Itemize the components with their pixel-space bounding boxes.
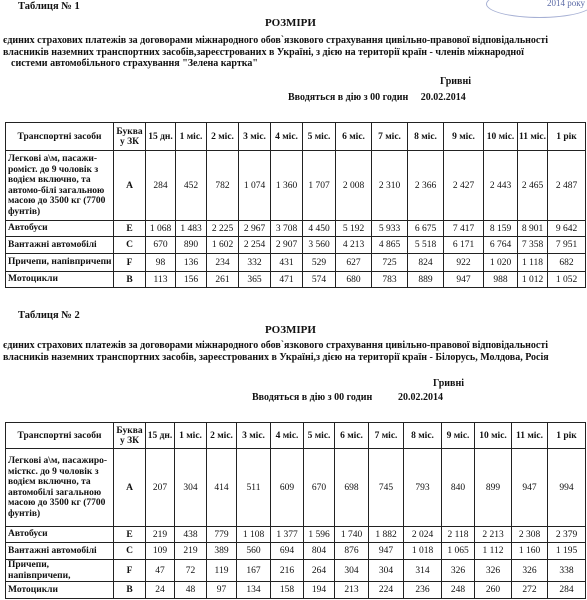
table1-row <box>6 151 586 221</box>
vehicle-type-cell: Вантажні автомобілі <box>6 237 114 254</box>
premium-value-cell: 2 118 <box>442 527 475 543</box>
table2-label: Таблиця № 2 <box>18 310 80 321</box>
table1-column-header: 5 міс. <box>303 123 336 151</box>
table1-description <box>3 35 585 70</box>
table2-column-header: 2 міс. <box>207 423 237 449</box>
premium-value-cell: 7 417 <box>444 221 484 237</box>
category-letter-cell: B <box>114 582 146 599</box>
table1-column-header: Транспортні засоби <box>6 123 114 151</box>
premium-value-cell: 452 <box>176 151 207 221</box>
premium-value-cell: 9 642 <box>548 221 586 237</box>
premium-value-cell: 48 <box>175 582 207 599</box>
premium-value-cell: 1 112 <box>475 543 512 560</box>
table2 <box>5 422 586 599</box>
premium-value-cell: 782 <box>207 151 239 221</box>
vehicle-type-cell: Причепи, напівпричепи <box>6 254 114 272</box>
table2-column-header: 10 міс. <box>475 423 512 449</box>
premium-value-cell: 2 907 <box>271 237 303 254</box>
category-letter-cell: C <box>114 543 146 560</box>
table1-row <box>6 254 586 272</box>
premium-value-cell: 947 <box>369 543 404 560</box>
premium-value-cell: 682 <box>548 254 586 272</box>
table2-heading: РОЗМІРИ <box>265 324 316 336</box>
category-letter-cell: A <box>114 151 146 221</box>
premium-value-cell: 3 560 <box>303 237 336 254</box>
premium-value-cell: 264 <box>304 560 335 582</box>
premium-value-cell: 1 068 <box>146 221 176 237</box>
premium-value-cell: 284 <box>548 582 586 599</box>
premium-value-cell: 745 <box>369 449 404 527</box>
premium-value-cell: 72 <box>175 560 207 582</box>
premium-value-cell: 1 020 <box>484 254 518 272</box>
premium-value-cell: 511 <box>237 449 271 527</box>
table1-column-header: 10 міс. <box>484 123 518 151</box>
premium-value-cell: 560 <box>237 543 271 560</box>
table1-column-header: 1 рік <box>548 123 586 151</box>
premium-value-cell: 899 <box>475 449 512 527</box>
premium-value-cell: 609 <box>271 449 304 527</box>
premium-value-cell: 304 <box>369 560 404 582</box>
premium-value-cell: 1 108 <box>237 527 271 543</box>
premium-value-cell: 236 <box>404 582 442 599</box>
premium-value-cell: 670 <box>146 237 176 254</box>
premium-value-cell: 219 <box>175 543 207 560</box>
table2-column-header: 1 рік <box>548 423 586 449</box>
table2-column-header: 8 міс. <box>404 423 442 449</box>
table2-column-header: Транспортні засоби <box>6 423 114 449</box>
premium-value-cell: 824 <box>408 254 444 272</box>
table1-column-header: 8 міс. <box>408 123 444 151</box>
premium-value-cell: 136 <box>176 254 207 272</box>
premium-value-cell: 922 <box>444 254 484 272</box>
table1-column-header: 11 міс. <box>518 123 548 151</box>
premium-value-cell: 2 213 <box>475 527 512 543</box>
table1-currency: Гривні <box>440 76 471 87</box>
premium-value-cell: 2 366 <box>408 151 444 221</box>
table1-description-line: єдиних страхових платежів за договорами міжнародного обов`язкового страхування цивільно-правової відповідальності <box>3 35 549 46</box>
premium-value-cell: 24 <box>146 582 175 599</box>
premium-value-cell: 4 450 <box>303 221 336 237</box>
premium-value-cell: 779 <box>207 527 237 543</box>
premium-value-cell: 7 951 <box>548 237 586 254</box>
table2-row <box>6 560 586 582</box>
table1 <box>5 122 586 288</box>
premium-value-cell: 2 379 <box>548 527 586 543</box>
table1-column-header: 15 дн. <box>146 123 176 151</box>
premium-value-cell: 529 <box>303 254 336 272</box>
premium-value-cell: 804 <box>304 543 335 560</box>
table1-description-line: власників наземних транспортних засобів,зареєстрованих в Україні, з дією на території країн - членів міжнародної <box>3 46 524 58</box>
premium-value-cell: 889 <box>408 272 444 288</box>
premium-value-cell: 326 <box>512 560 548 582</box>
premium-value-cell: 1 195 <box>548 543 586 560</box>
premium-value-cell: 1 377 <box>271 527 304 543</box>
table1-column-header: 6 міс. <box>336 123 372 151</box>
table1-column-header: 9 міс. <box>444 123 484 151</box>
category-letter-cell: C <box>114 237 146 254</box>
table1-column-header: 2 міс. <box>207 123 239 151</box>
premium-value-cell: 6 675 <box>408 221 444 237</box>
premium-value-cell: 134 <box>237 582 271 599</box>
premium-value-cell: 167 <box>237 560 271 582</box>
premium-value-cell: 119 <box>207 560 237 582</box>
table1-row <box>6 272 586 288</box>
table2-header-row <box>6 423 586 449</box>
premium-value-cell: 5 518 <box>408 237 444 254</box>
category-letter-cell: A <box>114 449 146 527</box>
premium-value-cell: 1 118 <box>518 254 548 272</box>
premium-value-cell: 1 360 <box>271 151 303 221</box>
stamp-year-text: 2014 року <box>547 0 585 8</box>
premium-value-cell: 338 <box>548 560 586 582</box>
premium-value-cell: 365 <box>239 272 271 288</box>
premium-value-cell: 47 <box>146 560 175 582</box>
table1-column-header: Буква у ЗК <box>114 123 146 151</box>
table1-column-header: 1 міс. <box>176 123 207 151</box>
table2-column-header: 6 міс. <box>335 423 369 449</box>
premium-value-cell: 98 <box>146 254 176 272</box>
premium-value-cell: 947 <box>444 272 484 288</box>
table2-description-line: власників наземних транспортних засобів, зареєстрованих в Україні,з дією на території країн - Білорусь, Молдова, Росія <box>3 351 549 363</box>
premium-value-cell: 216 <box>271 560 304 582</box>
premium-value-cell: 207 <box>146 449 175 527</box>
premium-value-cell: 194 <box>304 582 335 599</box>
premium-value-cell: 2 443 <box>484 151 518 221</box>
premium-value-cell: 1 740 <box>335 527 369 543</box>
premium-value-cell: 947 <box>512 449 548 527</box>
premium-value-cell: 670 <box>304 449 335 527</box>
premium-value-cell: 725 <box>372 254 408 272</box>
premium-value-cell: 2 967 <box>239 221 271 237</box>
premium-value-cell: 234 <box>207 254 239 272</box>
table1-row <box>6 237 586 254</box>
premium-value-cell: 1 018 <box>404 543 442 560</box>
premium-value-cell: 994 <box>548 449 586 527</box>
premium-value-cell: 2 427 <box>444 151 484 221</box>
premium-value-cell: 840 <box>442 449 475 527</box>
premium-value-cell: 2 487 <box>548 151 586 221</box>
premium-value-cell: 109 <box>146 543 175 560</box>
premium-value-cell: 471 <box>271 272 303 288</box>
premium-value-cell: 2 008 <box>336 151 372 221</box>
premium-value-cell: 414 <box>207 449 237 527</box>
table2-column-header: 9 міс. <box>442 423 475 449</box>
table2-row <box>6 582 586 599</box>
category-letter-cell: E <box>114 527 146 543</box>
table2-column-header: 4 міс. <box>271 423 304 449</box>
premium-value-cell: 284 <box>146 151 176 221</box>
category-letter-cell: F <box>114 560 146 582</box>
premium-value-cell: 574 <box>303 272 336 288</box>
table1-description-line: системи автомобільного страхування "Зелена картка" <box>11 58 258 69</box>
vehicle-type-cell: Причепи, напівпричепи, <box>6 560 114 582</box>
premium-value-cell: 793 <box>404 449 442 527</box>
table2-description <box>3 340 585 363</box>
table2-column-header: 3 міс. <box>237 423 271 449</box>
premium-value-cell: 219 <box>146 527 175 543</box>
table2-effective-date: 20.02.2014 <box>398 392 443 403</box>
premium-value-cell: 2 308 <box>512 527 548 543</box>
premium-value-cell: 4 213 <box>336 237 372 254</box>
premium-value-cell: 8 159 <box>484 221 518 237</box>
table2-column-header: 1 міс. <box>175 423 207 449</box>
table1-column-header: 3 міс. <box>239 123 271 151</box>
premium-value-cell: 6 764 <box>484 237 518 254</box>
premium-value-cell: 2 225 <box>207 221 239 237</box>
premium-value-cell: 783 <box>372 272 408 288</box>
table2-column-header: 11 міс. <box>512 423 548 449</box>
vehicle-type-cell: Вантажні автомобілі <box>6 543 114 560</box>
premium-value-cell: 680 <box>336 272 372 288</box>
premium-value-cell: 389 <box>207 543 237 560</box>
premium-value-cell: 314 <box>404 560 442 582</box>
table1-row <box>6 221 586 237</box>
premium-value-cell: 2 254 <box>239 237 271 254</box>
premium-value-cell: 1 483 <box>176 221 207 237</box>
premium-value-cell: 438 <box>175 527 207 543</box>
category-letter-cell: B <box>114 272 146 288</box>
premium-value-cell: 7 358 <box>518 237 548 254</box>
premium-value-cell: 260 <box>475 582 512 599</box>
premium-value-cell: 113 <box>146 272 176 288</box>
premium-value-cell: 332 <box>239 254 271 272</box>
premium-value-cell: 2 465 <box>518 151 548 221</box>
table2-currency: Гривні <box>433 378 464 389</box>
premium-value-cell: 304 <box>175 449 207 527</box>
premium-value-cell: 5 933 <box>372 221 408 237</box>
table1-header-row <box>6 123 586 151</box>
premium-value-cell: 1 882 <box>369 527 404 543</box>
premium-value-cell: 272 <box>512 582 548 599</box>
table1-heading: РОЗМІРИ <box>265 17 316 29</box>
vehicle-type-cell: Автобуси <box>6 221 114 237</box>
premium-value-cell: 304 <box>335 560 369 582</box>
premium-value-cell: 326 <box>475 560 512 582</box>
vehicle-type-cell: Мотоцикли <box>6 582 114 599</box>
premium-value-cell: 1 012 <box>518 272 548 288</box>
premium-value-cell: 1 160 <box>512 543 548 560</box>
premium-value-cell: 890 <box>176 237 207 254</box>
table1-column-header: 7 міс. <box>372 123 408 151</box>
premium-value-cell: 3 708 <box>271 221 303 237</box>
table2-column-header: 7 міс. <box>369 423 404 449</box>
premium-value-cell: 698 <box>335 449 369 527</box>
table2-column-header: Буква у ЗК <box>114 423 146 449</box>
premium-value-cell: 988 <box>484 272 518 288</box>
premium-value-cell: 213 <box>335 582 369 599</box>
vehicle-type-cell: Мотоцикли <box>6 272 114 288</box>
table1-column-header: 4 міс. <box>271 123 303 151</box>
premium-value-cell: 1 074 <box>239 151 271 221</box>
premium-value-cell: 1 052 <box>548 272 586 288</box>
premium-value-cell: 261 <box>207 272 239 288</box>
premium-value-cell: 2 024 <box>404 527 442 543</box>
vehicle-type-cell: Легкові а\м, пасажиро-місткс. до 9 чоловік з водієм включно, та автомобілі загальною масою до 3500 кг (7700 фунтів) <box>6 449 114 527</box>
premium-value-cell: 5 192 <box>336 221 372 237</box>
table1-label: Таблиця № 1 <box>18 1 80 12</box>
premium-value-cell: 8 901 <box>518 221 548 237</box>
table2-row <box>6 543 586 560</box>
premium-value-cell: 1 707 <box>303 151 336 221</box>
table2-description-line: єдиних страхових платежів за договорами міжнародного обов`язкового страхування цивільно-правової відповідальності <box>3 340 549 351</box>
premium-value-cell: 1 602 <box>207 237 239 254</box>
premium-value-cell: 4 865 <box>372 237 408 254</box>
premium-value-cell: 156 <box>176 272 207 288</box>
table1-effective-date: Вводяться в дію з 00 годин 20.02.2014 <box>288 92 466 103</box>
table2-effective-label: Вводяться в дію з 00 годин <box>252 392 373 403</box>
premium-value-cell: 627 <box>336 254 372 272</box>
premium-value-cell: 6 171 <box>444 237 484 254</box>
vehicle-type-cell: Автобуси <box>6 527 114 543</box>
category-letter-cell: E <box>114 221 146 237</box>
premium-value-cell: 248 <box>442 582 475 599</box>
premium-value-cell: 97 <box>207 582 237 599</box>
table2-row <box>6 527 586 543</box>
table2-column-header: 5 міс. <box>304 423 335 449</box>
premium-value-cell: 876 <box>335 543 369 560</box>
table2-column-header: 15 дн. <box>146 423 175 449</box>
premium-value-cell: 224 <box>369 582 404 599</box>
vehicle-type-cell: Легкові а\м, пасажи-роміст. до 9 чоловік з водієм включно, та автомо-білі загальною масою до 3500 кг (7700 фунтів) <box>6 151 114 221</box>
premium-value-cell: 431 <box>271 254 303 272</box>
premium-value-cell: 694 <box>271 543 304 560</box>
premium-value-cell: 1 596 <box>304 527 335 543</box>
premium-value-cell: 158 <box>271 582 304 599</box>
premium-value-cell: 2 310 <box>372 151 408 221</box>
table2-row <box>6 449 586 527</box>
premium-value-cell: 326 <box>442 560 475 582</box>
category-letter-cell: F <box>114 254 146 272</box>
premium-value-cell: 1 065 <box>442 543 475 560</box>
